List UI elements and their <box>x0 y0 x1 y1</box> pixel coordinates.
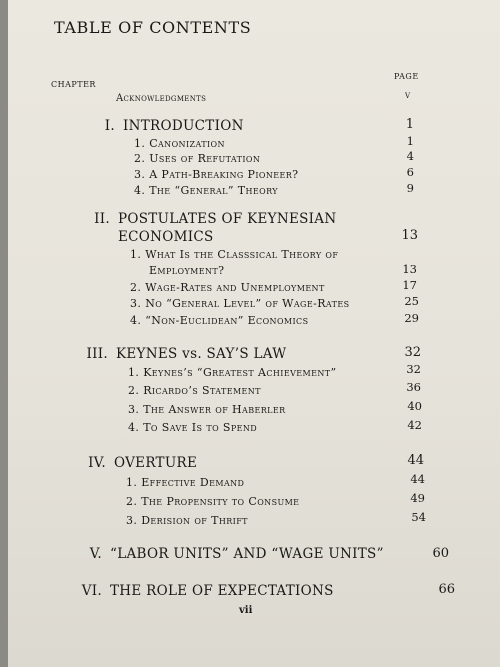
folio-page-number: vii <box>239 605 253 616</box>
section-entry: 4. To Save Is to Spend <box>128 421 258 434</box>
chapter-heading <box>94 211 337 227</box>
section-entry: 3. No “General Level” of Wage-Rates <box>130 297 350 310</box>
section-entry: 1. What Is the Classsical Theory of <box>130 248 339 261</box>
section-entry-continued: Employment? <box>149 264 225 277</box>
chapter-title: POSTULATES OF KEYNESIAN <box>118 211 337 227</box>
section-page: 29 <box>404 311 419 325</box>
page-title: TABLE OF CONTENTS <box>54 18 252 37</box>
section-entry: 2. Ricardo’s Statement <box>128 384 261 397</box>
chapter-title: THE ROLE OF EXPECTATIONS <box>110 583 334 599</box>
chapter-title: ECONOMICS <box>118 229 214 245</box>
section-page: 40 <box>407 399 422 413</box>
chapter-title: KEYNES vs. SAY’S LAW <box>116 346 287 362</box>
section-entry: 1. Keynes’s “Greatest Achievement” <box>128 366 337 379</box>
chapter-page: 1 <box>405 117 414 132</box>
chapter-page: 44 <box>407 453 424 468</box>
page-column-label: PAGE <box>394 72 419 81</box>
chapter-title: “LABOR UNITS” AND “WAGE UNITS” <box>110 546 384 562</box>
section-page: 49 <box>410 491 425 505</box>
section-page: 32 <box>406 362 421 376</box>
section-entry: 2. Wage-Rates and Unemployment <box>130 281 325 294</box>
chapter-number: I. <box>104 118 115 134</box>
section-page: 4 <box>406 149 414 163</box>
section-entry: 3. The Answer of Haberler <box>128 403 286 416</box>
chapter-page: 66 <box>438 582 455 597</box>
chapter-page: 32 <box>404 345 421 360</box>
chapter-number: III. <box>86 346 108 362</box>
section-page: 44 <box>410 472 425 486</box>
chapter-heading <box>86 346 287 362</box>
section-entry: 2. Uses of Refutation <box>134 152 261 165</box>
book-page <box>8 0 500 667</box>
chapter-number: V. <box>89 546 102 562</box>
section-page: 54 <box>411 510 426 524</box>
section-entry: 2. The Propensity to Consume <box>126 495 300 508</box>
section-entry: 1. Effective Demand <box>126 476 245 489</box>
chapter-title: OVERTURE <box>114 455 198 471</box>
section-page: 17 <box>402 278 417 292</box>
section-entry: 4. “Non-Euclidean” Economics <box>130 314 309 327</box>
section-page: 25 <box>404 294 419 308</box>
section-page: 9 <box>406 181 414 195</box>
section-page: 1 <box>406 134 414 148</box>
section-entry: 1. Canonization <box>134 137 225 150</box>
section-entry: 3. Derision of Thrift <box>126 514 248 527</box>
chapter-number: IV. <box>88 455 106 471</box>
chapter-heading <box>89 546 384 562</box>
section-page: 13 <box>402 262 417 276</box>
chapter-number: II. <box>94 211 110 227</box>
chapter-number: VI. <box>81 583 102 599</box>
acknowledgments-page: v <box>405 90 411 101</box>
chapter-heading <box>104 118 244 134</box>
section-page: 36 <box>406 380 421 394</box>
chapter-column-label: CHAPTER <box>51 80 96 89</box>
section-entry: 3. A Path-Breaking Pioneer? <box>134 168 299 181</box>
section-entry: 4. The “General” Theory <box>134 184 278 197</box>
acknowledgments-entry: Acknowledgments <box>116 93 207 104</box>
chapter-heading <box>81 583 334 599</box>
chapter-title: INTRODUCTION <box>123 118 244 134</box>
section-page: 6 <box>406 165 414 179</box>
chapter-heading-continued <box>118 229 214 245</box>
chapter-page: 13 <box>401 228 418 243</box>
section-page: 42 <box>407 418 422 432</box>
chapter-page: 60 <box>432 546 449 561</box>
chapter-heading <box>88 455 198 471</box>
